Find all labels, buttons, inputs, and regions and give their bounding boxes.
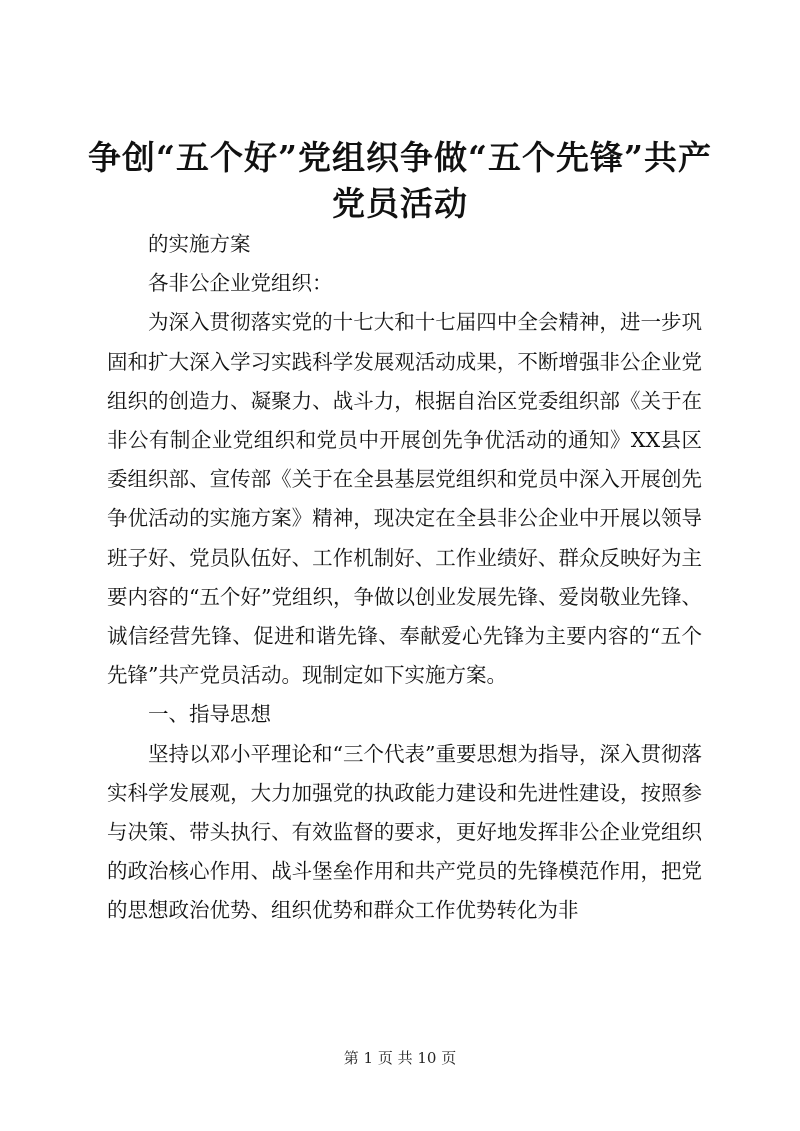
subtitle-paragraph: 的实施方案	[148, 232, 251, 256]
document-body	[107, 225, 702, 931]
title-line-1: 争创“五个好”党组织争做“五个先锋”共产	[88, 138, 712, 177]
salutation-paragraph: 各非公企业党组织：	[148, 271, 333, 296]
document-title	[80, 135, 720, 227]
page-footer: 第 1 页 共 10 页	[343, 1049, 457, 1067]
title-line-2: 党员活动	[332, 184, 468, 223]
guiding-thought-paragraph: 坚持以邓小平理论和“三个代表”重要思想为指导，深入贯彻落实科学发展观，大力加强党的执政能力建设和先进性建设，按照参与决策、带头执行、有效监督的要求，更好地发挥非公企业党组织的政治核心作用、战斗堡垒作用和共产党员的先锋模范作用，把党的思想政治优势、组织优势和群众工作优势转化为非	[107, 741, 702, 923]
section-heading: 一、指导思想	[148, 702, 271, 727]
intro-paragraph: 为深入贯彻落实党的十七大和十七届四中全会精神，进一步巩固和扩大深入学习实践科学发展观活动成果，不断增强非公企业党组织的创造力、凝聚力、战斗力，根据自治区党委组织部《关于在非公有制企业党组织和党员中开展创先争优活动的通知》XX县区委组织部、宣传部《关于在全县基层党组织和党员中深入开展创先争优活动的实施方案》精神，现决定在全县非公企业中开展以领导班子好、党员队伍好、工作机制好、工作业绩好、群众反映好为主要内容的“五个好”党组织，争做以创业发展先锋、爱岗敬业先锋、诚信经营先锋、促进和谐先锋、奉献爱心先锋为主要内容的“五个先锋”共产党员活动。现制定如下实施方案。	[107, 310, 702, 688]
